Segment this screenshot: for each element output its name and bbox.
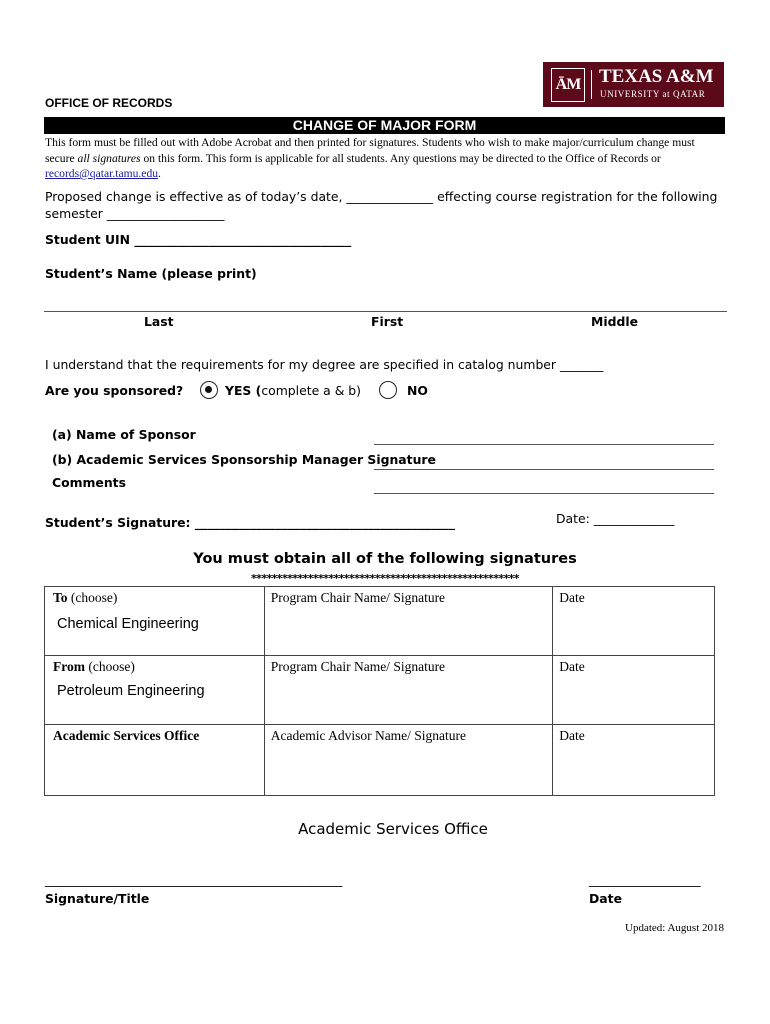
academic-advisor-label: Academic Advisor Name/ Signature — [270, 728, 467, 743]
last-name-label: Last — [144, 314, 174, 329]
signature-title-line[interactable]: ________________________________________________ — [45, 872, 343, 887]
yes-label-bold: YES ( — [225, 383, 262, 398]
footer-date-label: Date — [589, 891, 622, 906]
program-chair-label: Program Chair Name/ Signature — [270, 590, 446, 605]
comments-label: Comments — [52, 475, 126, 490]
intro-text-1: This form must be filled out with Adobe Acrobat and then printed for signatures. Students who wish to make major/curriculum change must secure — [45, 136, 695, 165]
student-name-label: Student’s Name (please print) — [45, 266, 257, 281]
signatures-table — [44, 586, 715, 796]
logo-title: TEXAS A&M — [599, 66, 714, 87]
from-date-cell[interactable] — [553, 656, 715, 725]
sponsor-signature-label: (b) Academic Services Sponsorship Manager Signature — [52, 452, 436, 467]
sponsor-name-line[interactable] — [374, 444, 714, 445]
program-chair-label: Program Chair Name/ Signature — [270, 659, 446, 674]
office-heading: OFFICE OF RECORDS — [45, 96, 173, 110]
no-option-label: NO — [407, 383, 428, 398]
semester-text[interactable]: semester ___________________ — [45, 206, 225, 221]
sponsor-signature-line[interactable] — [374, 469, 714, 470]
first-name-label: First — [371, 314, 404, 329]
signature-title-label: Signature/Title — [45, 891, 150, 906]
intro-emphasis: all signatures — [77, 151, 141, 165]
from-label-bold: From — [53, 659, 85, 674]
no-radio-button[interactable] — [379, 381, 397, 399]
student-uin-field[interactable]: Student UIN ___________________________________ — [45, 232, 352, 247]
to-major-dropdown[interactable]: Chemical Engineering — [57, 616, 199, 632]
form-title: CHANGE OF MAJOR FORM — [44, 117, 725, 134]
comments-line[interactable] — [374, 493, 714, 494]
catalog-number-text: I understand that the requirements for my degree are specified in catalog number _______ — [45, 357, 604, 372]
from-major-dropdown[interactable]: Petroleum Engineering — [57, 683, 205, 699]
middle-name-label: Middle — [591, 314, 638, 329]
stars-divider: **************************************************** — [251, 572, 519, 585]
records-email-link[interactable]: records@qatar.tamu.edu — [45, 167, 159, 180]
footer-date-line[interactable]: __________________ — [589, 872, 701, 887]
name-line[interactable] — [44, 311, 727, 312]
to-signature-cell[interactable] — [264, 587, 553, 656]
academic-services-label — [45, 725, 264, 744]
from-cell[interactable] — [45, 656, 265, 725]
university-logo — [543, 62, 724, 107]
academic-services-heading: Academic Services Office — [298, 820, 488, 838]
atm-logo-icon: ĀM — [551, 68, 585, 102]
yes-radio-button[interactable] — [200, 381, 218, 399]
table-row — [45, 587, 715, 656]
effective-date-text: Proposed change is effective as of today’s date, ______________ effecting course registration for the following — [45, 189, 718, 204]
from-label — [45, 656, 264, 675]
intro-text-3: . — [158, 167, 161, 180]
to-label-bold: To — [53, 590, 68, 605]
table-row — [45, 725, 715, 796]
to-label — [45, 587, 264, 606]
to-label-rest: (choose) — [67, 590, 118, 605]
from-signature-cell[interactable] — [264, 656, 553, 725]
updated-note: Updated: August 2018 — [625, 922, 724, 934]
to-cell[interactable] — [45, 587, 265, 656]
logo-divider — [591, 70, 592, 99]
student-date-field[interactable]: Date: _____________ — [556, 511, 675, 526]
sponsored-label: Are you sponsored? — [45, 383, 184, 398]
date-label: Date — [559, 728, 585, 743]
signatures-heading: You must obtain all of the following signatures — [193, 551, 577, 567]
table-row — [45, 656, 715, 725]
sponsor-name-label: (a) Name of Sponsor — [52, 427, 196, 442]
advisor-date-cell[interactable] — [553, 725, 715, 796]
to-date-cell[interactable] — [553, 587, 715, 656]
yes-option-label — [225, 383, 361, 398]
from-label-rest: (choose) — [85, 659, 135, 674]
intro-paragraph — [45, 135, 727, 182]
advisor-signature-cell[interactable] — [264, 725, 553, 796]
intro-text-2: on this form. This form is applicable for all students. Any questions may be directed to the Office of Records or — [140, 151, 661, 165]
student-signature-field[interactable]: Student’s Signature: __________________________________________ — [45, 515, 456, 530]
academic-services-label-bold: Academic Services Office — [53, 728, 200, 743]
academic-services-cell[interactable] — [45, 725, 265, 796]
logo-subtitle: UNIVERSITY at QATAR — [600, 89, 706, 99]
radio-selected-dot — [205, 386, 212, 393]
yes-label-rest: complete a & b) — [261, 383, 361, 398]
date-label: Date — [559, 659, 585, 674]
date-label: Date — [559, 590, 585, 605]
